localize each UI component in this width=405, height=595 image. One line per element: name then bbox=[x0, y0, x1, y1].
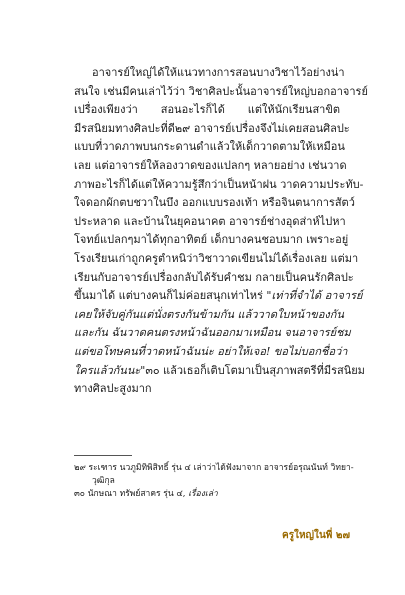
body-line: สนใจ เช่นมีคนเล่าไว้ว่า วิชาศิลปะนั้นอาจารย์ใหญ่บอกอาจารย์ bbox=[74, 84, 368, 98]
footnote-continuation: วุฒิกุล bbox=[92, 476, 115, 486]
footnotes bbox=[74, 462, 354, 501]
quote-text: "เท่าที่จำได้ อาจารย์ bbox=[266, 289, 363, 303]
quote-text: แต่ขอโทษคนที่วาดหน้าฉันน่ะ อย่าให้เจอ! ขอไม่บอกชื่อว่า bbox=[74, 344, 348, 358]
body-line bbox=[74, 324, 351, 343]
body-line: ประหลาด และบ้านในยุคอนาคต อาจารย์ช่างอุดส่าห์ไปหา bbox=[74, 214, 346, 228]
body-line: มีรสนิยมทางศิลปะที่ดี๒๙ อาจารย์เปรื่องจึงไม่เคยสอนศิลปะ bbox=[74, 121, 350, 135]
quote-text: และกัน ฉันวาดคนตรงหน้าฉันออกมาเหมือน จนอาจารย์ชม bbox=[74, 326, 351, 340]
body-line: ภาพอะไรก็ได้แต่ให้ความรู้สึกว่าเป็นหน้าฝน วาดความประทับ- bbox=[74, 177, 364, 191]
body-line: แบบที่วาดภาพบนกระดานดำแล้วให้เด็กวาดตามให้เหมือน bbox=[74, 140, 345, 154]
body-line: โรงเรียนเก่าถูกครูตำหนิว่าวิชาวาดเขียนไม่ได้เรื่องเลย แต่มา bbox=[74, 251, 359, 265]
body-line: ทางศิลปะสูงมาก bbox=[74, 382, 152, 396]
body-line bbox=[74, 343, 348, 362]
body-line: โจทย์แปลกๆมาได้ทุกอาทิตย์ เด็กบางคนชอบมาก เพราะอยู่ bbox=[74, 233, 349, 247]
body-line: เรียนกับอาจารย์เปรื่องกลับได้รับคำชม กลายเป็นคนรักศิลปะ bbox=[74, 270, 354, 284]
quote-text: เคยให้จับคู่กันแต่นั่งตรงกันข้ามกัน แล้ววาดใบหน้าของกัน bbox=[74, 307, 344, 321]
running-footer: ครูใหญ่ในพี่ ๒๗ bbox=[282, 530, 350, 541]
body-line: อาจารย์ใหญ่ได้ให้แนวทางการสอนบางวิชาไว้อย่างน่า bbox=[92, 66, 345, 79]
body-line bbox=[74, 306, 344, 325]
body-line: เลย แต่อาจารย์ให้ลองวาดของแปลกๆ หลายอย่าง เช่นวาด bbox=[74, 158, 347, 172]
footnote: ๓๐ นักษณา ทรัพย์สาคร รุ่น ๔, เรื่องเล่า bbox=[74, 489, 218, 499]
body-line: เปรื่องเพียงว่า สอนอะไรก็ได้ แต่ให้นักเรียนสาขิต bbox=[74, 103, 340, 117]
quote-text: ใครแล้วกันนะ" bbox=[74, 363, 146, 377]
footnote-divider bbox=[74, 455, 132, 456]
body-line: ใจดอกผักตบชวาในบึง ออกแบบรองเท้า หรือจินตนาการสัตว์ bbox=[74, 196, 355, 210]
body-line: ใครแล้วกันนะ"๓๐ แล้วเธอก็เติบโตมาเป็นสุภาพสตรีที่มีรสนิยม bbox=[74, 363, 365, 377]
body-line: ขึ้นมาได้ แต่บางคนก็ไม่ค่อยสนุกเท่าไหร่ "เท่าที่จำได้ อาจารย์ bbox=[74, 289, 363, 303]
body-text bbox=[74, 64, 368, 399]
footnote: ๒๙ ระเฑาร นวภูมิทิพิสิทธิ์ รุ่น ๔ เล่าว่าได้ฟังมาจาก อาจารย์อรุณนันท์ วิทยา- bbox=[74, 463, 354, 473]
